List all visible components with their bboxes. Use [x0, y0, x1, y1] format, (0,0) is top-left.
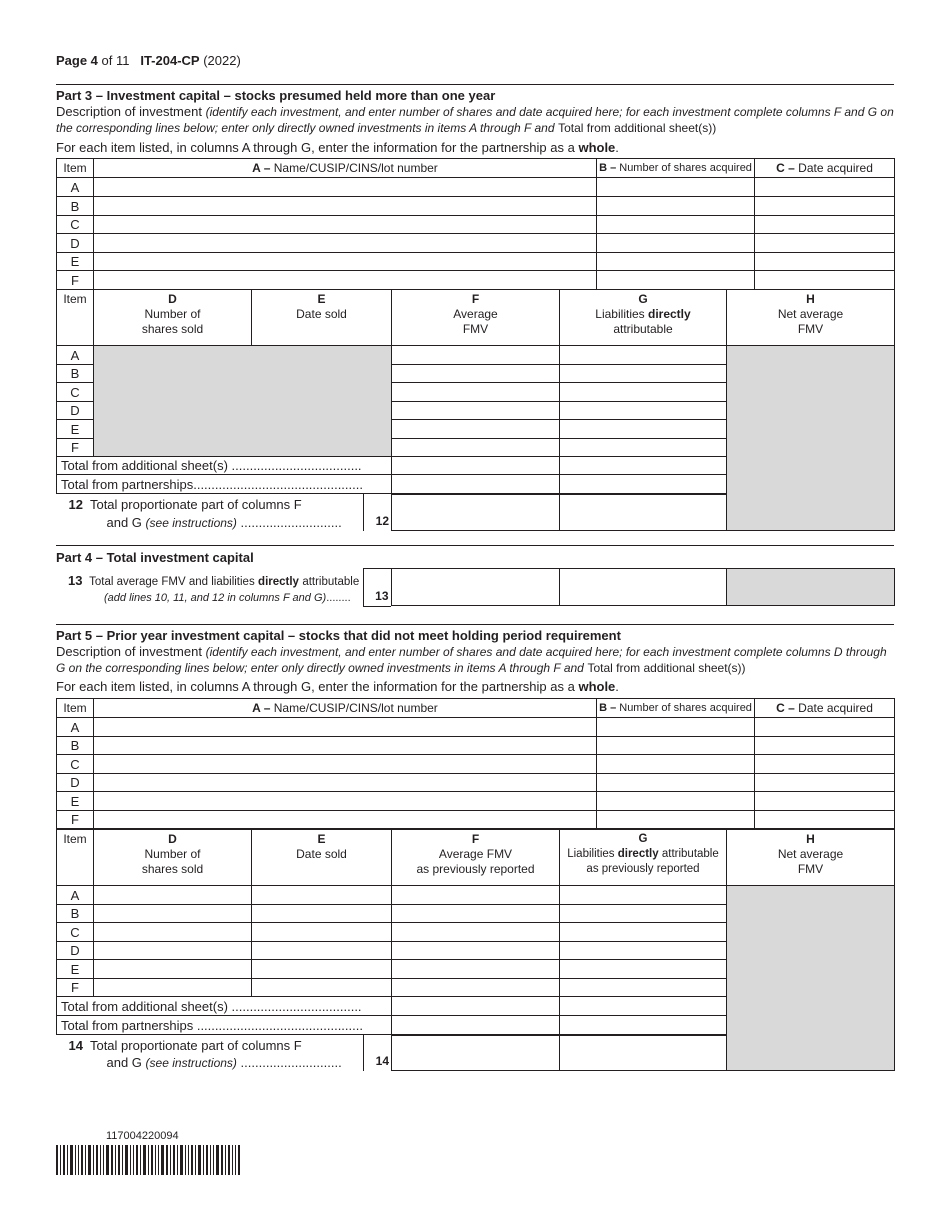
- part5-f-date-field[interactable]: [755, 811, 895, 829]
- part3-col-g-letter: G: [638, 292, 648, 306]
- part5-f-datesold-field[interactable]: [252, 979, 392, 997]
- line14-liab-field[interactable]: [560, 1035, 727, 1071]
- part5-c-sold-field[interactable]: [94, 923, 252, 942]
- part3-col-h-letter: H: [806, 292, 815, 306]
- part5-a-date-field[interactable]: [755, 718, 895, 737]
- part3-col-b-label: Number of shares acquired: [619, 162, 752, 174]
- part3-c-shares-field[interactable]: [597, 216, 755, 234]
- part3-c-liab-field[interactable]: [560, 383, 727, 402]
- part3-item-label: C: [57, 383, 94, 402]
- part5-col-d-label2: shares sold: [141, 862, 204, 876]
- page-header: [56, 53, 241, 68]
- part5-item-label: B: [57, 737, 94, 755]
- part3-a-liab-field[interactable]: [560, 346, 727, 365]
- part3-table-abc: [56, 158, 895, 290]
- part5-desc-tail: Total from additional sheet(s)): [587, 661, 746, 675]
- part3-total-partnerships-label: Total from partnerships...............................................: [57, 475, 392, 494]
- part3-desc-italic: (identify each investment, and enter number of shares and date acquired here; for each investment complete columns F and G on the corresponding lines below; enter only directly owned investments in items A through F and: [56, 105, 894, 135]
- part5-c-date-field[interactable]: [755, 755, 895, 774]
- part3-col-c: [755, 159, 895, 178]
- part3-col-f-letter: F: [471, 292, 480, 306]
- part3-a-date-field[interactable]: [755, 178, 895, 197]
- line12-label: [57, 494, 392, 531]
- part4-title: Part 4 – Total investment capital: [56, 550, 254, 565]
- part3-col-h-label2: FMV: [797, 322, 824, 336]
- part3-e-fmv-field[interactable]: [392, 420, 560, 439]
- line13-number: 13: [68, 572, 83, 588]
- part5-col-f-letter: F: [471, 832, 480, 846]
- part5-col-f-label2: as previously reported: [416, 862, 535, 876]
- line14-text2-wrap: [107, 1055, 342, 1070]
- part5-item-label: D: [57, 774, 94, 792]
- of-pages: of 11: [101, 53, 130, 68]
- part5-d-sold-field[interactable]: [94, 942, 252, 960]
- line12-dots: ............................: [240, 515, 342, 530]
- part5-col-g-label1b: attributable: [661, 848, 719, 860]
- part5-col-c: [755, 699, 895, 718]
- part5-col-f: [392, 830, 560, 886]
- part3-h-shaded: [727, 346, 895, 531]
- part5-d-date-field[interactable]: [755, 774, 895, 792]
- part5-instruction-lead: For each item listed, in columns A through G, enter the information for the partnership as a: [56, 679, 575, 694]
- part3-c-date-field[interactable]: [755, 216, 895, 234]
- part3-b-date-field[interactable]: [755, 197, 895, 216]
- line13-liab-field[interactable]: [559, 569, 726, 606]
- part5-item-label: B: [57, 905, 94, 923]
- part3-instruction-bold: whole: [578, 140, 616, 155]
- line13-label: [56, 569, 391, 606]
- part5-title: Part 5 – Prior year investment capital – stocks that did not meet holding period requirement: [56, 628, 621, 643]
- part5-a-sold-field[interactable]: [94, 886, 252, 905]
- part4-table: [56, 568, 895, 606]
- part3-item-label: F: [57, 439, 94, 457]
- part5-item-label: E: [57, 792, 94, 811]
- line13-box: [363, 568, 391, 607]
- part3-item-label: A: [57, 178, 94, 197]
- part3-col-g-label2: attributable: [613, 322, 673, 336]
- part5-col-a-label: Name/CUSIP/CINS/lot number: [273, 701, 438, 715]
- part5-col-b: [597, 699, 755, 718]
- part5-f-liab-field[interactable]: [560, 979, 727, 997]
- part5-a-liab-field[interactable]: [560, 886, 727, 905]
- line12-italic: (see instructions): [145, 516, 237, 530]
- part3-title: Part 3 – Investment capital – stocks presumed held more than one year: [56, 88, 496, 103]
- part5-total-additional-label: Total from additional sheet(s) ....................................: [57, 997, 392, 1016]
- part3-col-h-label1: Net average: [777, 307, 844, 321]
- part3-item-label: B: [57, 197, 94, 216]
- part3-rule: [56, 84, 894, 85]
- line14-number: 14: [68, 1038, 83, 1053]
- part3-col-b: [597, 159, 755, 178]
- part5-e-name-field[interactable]: [94, 792, 597, 811]
- line13-italic: (add lines 10, 11, and 12 in: [104, 591, 236, 604]
- part3-de-shaded: [94, 346, 392, 457]
- part5-total-additional-fmv-field[interactable]: [392, 997, 560, 1016]
- part5-item-label: A: [57, 886, 94, 905]
- part3-col-g-label1: Liabilities: [595, 307, 645, 321]
- line13-text-wrap: [68, 573, 359, 588]
- part3-desc-tail: Total from additional sheet(s)): [558, 121, 717, 135]
- part3-item-label: B: [57, 365, 94, 383]
- part3-d-fmv-field[interactable]: [392, 402, 560, 420]
- part5-col-g-label2: as previously reported: [586, 863, 700, 875]
- page-label: Page 4: [56, 53, 98, 68]
- part5-f-sold-field[interactable]: [94, 979, 252, 997]
- part3-col-g-bold: directly: [648, 307, 691, 321]
- part3-d-liab-field[interactable]: [560, 402, 727, 420]
- part5-e-fmv-field[interactable]: [392, 960, 560, 979]
- part5-b-name-field[interactable]: [94, 737, 597, 755]
- barcode-icon: [56, 1145, 240, 1175]
- part3-col-c-letter: C –: [776, 161, 795, 175]
- line14-fmv-field[interactable]: [392, 1035, 560, 1071]
- part5-d-liab-field[interactable]: [560, 942, 727, 960]
- part5-col-c-label: Date acquired: [798, 701, 873, 715]
- part3-item-label: A: [57, 346, 94, 365]
- line13-fmv-field[interactable]: [391, 569, 559, 606]
- line14-dots: ............................: [240, 1055, 342, 1070]
- part5-rule: [56, 624, 894, 625]
- part3-d-date-field[interactable]: [755, 234, 895, 253]
- part3-col-item-2: Item: [57, 290, 94, 346]
- part3-instruction-lead: For each item listed, in columns A through G, enter the information for the partnership as a: [56, 140, 575, 155]
- part5-b-sold-field[interactable]: [94, 905, 252, 923]
- part3-f-date-field[interactable]: [755, 271, 895, 290]
- line12-box: [363, 493, 391, 531]
- part5-item-label: F: [57, 979, 94, 997]
- line13-italic-wrap: [104, 592, 351, 604]
- line12-box-number: 12: [375, 514, 389, 528]
- part5-col-d-label1: Number of: [144, 847, 201, 861]
- part3-col-d-label2: shares sold: [141, 322, 204, 336]
- part3-a-name-field[interactable]: [94, 178, 597, 197]
- part5-col-a: [94, 699, 597, 718]
- part3-col-e: [252, 290, 392, 346]
- part3-a-shares-field[interactable]: [597, 178, 755, 197]
- part3-col-b-letter: B –: [599, 162, 617, 174]
- line12-number: 12: [68, 497, 83, 512]
- part3-item-label: C: [57, 216, 94, 234]
- part5-d-shares-field[interactable]: [597, 774, 755, 792]
- part5-total-additional-liab-field[interactable]: [560, 997, 727, 1016]
- part5-c-liab-field[interactable]: [560, 923, 727, 942]
- part5-item-label: A: [57, 718, 94, 737]
- part5-col-h: [727, 830, 895, 886]
- line14-box: [363, 1034, 391, 1071]
- part5-f-name-field[interactable]: [94, 811, 597, 829]
- part3-item-label: D: [57, 402, 94, 420]
- part5-col-d: [94, 830, 252, 886]
- part3-instruction: [56, 140, 896, 155]
- line13-text: Total average FMV and liabilities: [89, 575, 255, 588]
- part5-desc-italic: (identify each investment, and enter number of shares and date acquired here; for each investment complete columns D through G on the corresponding lines below; enter only directly owned investments in items A through F and: [56, 645, 887, 675]
- part3-col-a-label: Name/CUSIP/CINS/lot number: [273, 161, 438, 175]
- part5-total-partnerships-fmv-field[interactable]: [392, 1016, 560, 1035]
- part5-col-f-label1: Average FMV: [438, 847, 513, 861]
- part5-b-liab-field[interactable]: [560, 905, 727, 923]
- part5-col-b-label: Number of shares acquired: [619, 702, 752, 714]
- part5-col-d-letter: D: [168, 832, 177, 846]
- part3-f-fmv-field[interactable]: [392, 439, 560, 457]
- line12-text1: Total proportionate part of columns F: [89, 497, 302, 512]
- part5-a-datesold-field[interactable]: [252, 886, 392, 905]
- part3-col-d: [94, 290, 252, 346]
- part3-e-liab-field[interactable]: [560, 420, 727, 439]
- part5-e-shares-field[interactable]: [597, 792, 755, 811]
- line14-italic: (see instructions): [145, 1056, 237, 1070]
- part5-description: [56, 644, 896, 676]
- part3-c-name-field[interactable]: [94, 216, 597, 234]
- part5-a-name-field[interactable]: [94, 718, 597, 737]
- part3-e-shares-field[interactable]: [597, 253, 755, 271]
- part3-item-label: E: [57, 253, 94, 271]
- part5-a-shares-field[interactable]: [597, 718, 755, 737]
- part5-b-fmv-field[interactable]: [392, 905, 560, 923]
- part3-f-shares-field[interactable]: [597, 271, 755, 290]
- barcode-number: 117004220094: [106, 1130, 179, 1142]
- line12-liab-field[interactable]: [560, 494, 727, 531]
- part5-desc-lead: Description of investment: [56, 644, 202, 659]
- part5-col-b-letter: B –: [599, 702, 617, 714]
- line13-italic2: columns F and G): [238, 591, 327, 604]
- part3-col-a: [94, 159, 597, 178]
- line12-fmv-field[interactable]: [392, 494, 560, 531]
- part5-b-shares-field[interactable]: [597, 737, 755, 755]
- part5-col-item: Item: [57, 699, 94, 718]
- part3-total-partnerships-fmv-field[interactable]: [392, 475, 560, 494]
- part5-item-label: F: [57, 811, 94, 829]
- part3-f-name-field[interactable]: [94, 271, 597, 290]
- part3-f-liab-field[interactable]: [560, 439, 727, 457]
- part5-b-date-field[interactable]: [755, 737, 895, 755]
- part5-col-e-letter: E: [317, 832, 326, 846]
- part5-col-a-letter: A –: [252, 701, 271, 715]
- part3-c-fmv-field[interactable]: [392, 383, 560, 402]
- part3-total-additional-liab-field[interactable]: [560, 457, 727, 475]
- part3-col-d-letter: D: [168, 292, 177, 306]
- part3-b-fmv-field[interactable]: [392, 365, 560, 383]
- part3-col-e-letter: E: [317, 292, 326, 306]
- part3-col-f-label1: Average: [453, 307, 498, 321]
- part5-instruction-bold: whole: [578, 679, 616, 694]
- part5-c-fmv-field[interactable]: [392, 923, 560, 942]
- line14-label: [57, 1035, 392, 1071]
- form-year: (2022): [203, 53, 241, 68]
- part5-col-h-label1: Net average: [777, 847, 844, 861]
- line12-text2: and G: [106, 515, 142, 530]
- part3-total-partnerships-liab-field[interactable]: [560, 475, 727, 494]
- line14-text1: Total proportionate part of columns F: [89, 1038, 302, 1053]
- line14-text2: and G: [106, 1055, 142, 1070]
- part3-item-label: E: [57, 420, 94, 439]
- part3-e-name-field[interactable]: [94, 253, 597, 271]
- part3-b-shares-field[interactable]: [597, 197, 755, 216]
- part5-col-e-label: Date sold: [296, 847, 347, 861]
- part3-item-label: F: [57, 271, 94, 290]
- part5-total-partnerships-liab-field[interactable]: [560, 1016, 727, 1035]
- line13-bold: directly: [258, 575, 299, 588]
- part3-col-h: [727, 290, 895, 346]
- part5-item-label: E: [57, 960, 94, 979]
- part5-col-h-letter: H: [806, 832, 815, 846]
- part3-b-name-field[interactable]: [94, 197, 597, 216]
- part5-col-g-letter: G: [638, 833, 648, 845]
- part5-instruction-end: .: [615, 679, 619, 694]
- part3-d-shares-field[interactable]: [597, 234, 755, 253]
- part3-col-a-letter: A –: [252, 161, 271, 175]
- part5-total-partnerships-label: Total from partnerships ..............................................: [57, 1016, 392, 1035]
- line12-text1-wrap: [69, 497, 302, 512]
- part5-f-shares-field[interactable]: [597, 811, 755, 829]
- part5-a-fmv-field[interactable]: [392, 886, 560, 905]
- part5-table-abc: [56, 698, 895, 829]
- part4-rule: [56, 545, 894, 546]
- part5-col-g-bold: directly: [617, 848, 659, 860]
- part3-col-g: [560, 290, 727, 346]
- line13-h-shaded: [726, 569, 894, 606]
- part5-col-g-label1: Liabilities: [567, 848, 615, 860]
- part5-c-name-field[interactable]: [94, 755, 597, 774]
- part3-d-name-field[interactable]: [94, 234, 597, 253]
- part5-d-datesold-field[interactable]: [252, 942, 392, 960]
- part3-col-f-label2: FMV: [462, 322, 489, 336]
- part3-table-dh: [56, 289, 895, 531]
- line12-text2-wrap: [107, 515, 342, 530]
- part3-col-item: Item: [57, 159, 94, 178]
- part5-c-datesold-field[interactable]: [252, 923, 392, 942]
- part5-item-label: D: [57, 942, 94, 960]
- part5-instruction: [56, 679, 896, 694]
- part5-c-shares-field[interactable]: [597, 755, 755, 774]
- part3-item-label: D: [57, 234, 94, 253]
- part5-f-fmv-field[interactable]: [392, 979, 560, 997]
- part5-d-name-field[interactable]: [94, 774, 597, 792]
- part3-col-f: [392, 290, 560, 346]
- part5-e-datesold-field[interactable]: [252, 960, 392, 979]
- part5-col-g: [560, 830, 727, 886]
- part3-col-e-label: Date sold: [296, 307, 347, 321]
- part5-e-liab-field[interactable]: [560, 960, 727, 979]
- line13-box-number: 13: [375, 588, 389, 603]
- part5-col-c-letter: C –: [776, 701, 795, 715]
- part5-e-sold-field[interactable]: [94, 960, 252, 979]
- part5-table-dh: [56, 829, 895, 1071]
- part3-total-additional-label: Total from additional sheet(s) ....................................: [57, 457, 392, 475]
- part5-col-h-label2: FMV: [797, 862, 824, 876]
- part3-instruction-end: .: [615, 140, 619, 155]
- part3-col-c-label: Date acquired: [798, 161, 873, 175]
- part5-h-shaded: [727, 886, 895, 1071]
- line14-text1-wrap: [69, 1038, 302, 1053]
- line13-dots: ........: [326, 591, 351, 604]
- line13-text-end: attributable: [302, 575, 360, 588]
- part3-a-fmv-field[interactable]: [392, 346, 560, 365]
- part5-item-label: C: [57, 923, 94, 942]
- part3-description: [56, 104, 896, 136]
- part3-col-d-label1: Number of: [144, 307, 201, 321]
- line14-box-number: 14: [375, 1054, 389, 1068]
- part5-col-e: [252, 830, 392, 886]
- part3-desc-lead: Description of investment: [56, 104, 202, 119]
- part5-e-date-field[interactable]: [755, 792, 895, 811]
- part3-b-liab-field[interactable]: [560, 365, 727, 383]
- part3-e-date-field[interactable]: [755, 253, 895, 271]
- part3-total-additional-fmv-field[interactable]: [392, 457, 560, 475]
- part5-col-item-2: Item: [57, 830, 94, 886]
- part5-d-fmv-field[interactable]: [392, 942, 560, 960]
- form-number: IT-204-CP: [140, 53, 200, 68]
- part5-b-datesold-field[interactable]: [252, 905, 392, 923]
- part5-item-label: C: [57, 755, 94, 774]
